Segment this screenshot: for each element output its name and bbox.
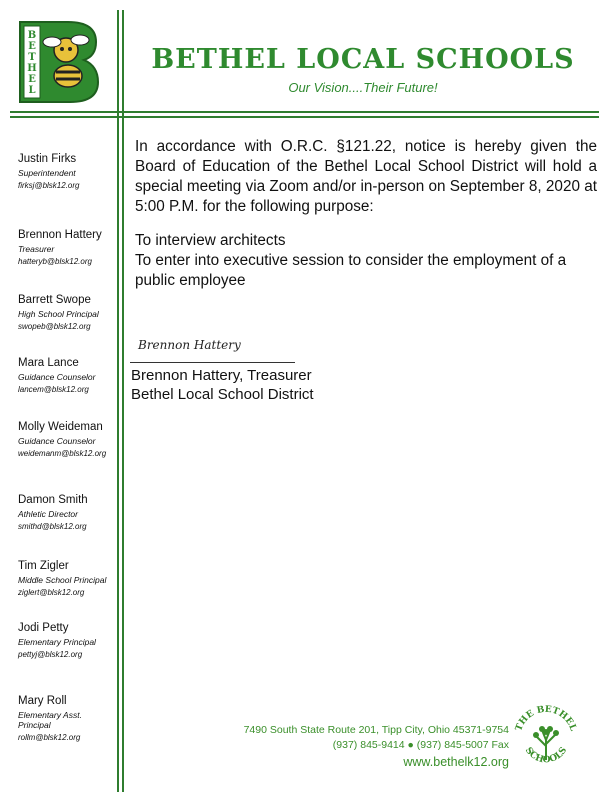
signature-line — [130, 362, 295, 363]
staff-entry-guidance-1 — [18, 357, 116, 394]
bethel-schools-seal — [512, 702, 580, 772]
staff-entry-ms-principal — [18, 560, 116, 597]
staff-title: Treasurer — [18, 244, 55, 254]
staff-email[interactable]: lancem@blsk12.org — [18, 385, 89, 394]
purpose-list — [135, 231, 597, 291]
divider-vertical-right — [122, 10, 124, 792]
staff-name: Jodi Petty — [18, 622, 69, 634]
footer-phones: (937) 845-9414 ● (937) 845-5007 Fax — [332, 739, 509, 751]
staff-title: Elementary Asst. Principal — [18, 710, 82, 730]
staff-email[interactable]: rollm@blsk12.org — [18, 733, 81, 742]
school-name: BETHEL LOCAL SCHOOLS — [151, 44, 575, 75]
purpose-item: To enter into executive session to consider the employment of a public employee — [135, 252, 567, 289]
staff-entry-hs-principal — [18, 294, 116, 331]
staff-entry-elem-principal — [18, 622, 116, 659]
divider-horizontal-top — [10, 111, 599, 113]
svg-text:THE BETHEL — [514, 705, 578, 733]
staff-entry-guidance-2 — [18, 421, 116, 458]
purpose-item: To interview architects — [135, 232, 286, 249]
staff-name: Damon Smith — [18, 494, 88, 506]
staff-title: Athletic Director — [18, 509, 78, 519]
staff-title: Guidance Counselor — [18, 372, 96, 382]
signer-name: Brennon Hattery, Treasurer — [131, 367, 312, 384]
handwritten-signature: Brennon Hattery — [138, 338, 241, 352]
staff-email[interactable]: swopeb@blsk12.org — [18, 322, 91, 331]
staff-name: Molly Weideman — [18, 421, 103, 433]
staff-email[interactable]: pettyj@blsk12.org — [18, 650, 83, 659]
staff-name: Justin Firks — [18, 153, 77, 165]
staff-email[interactable]: ziglert@blsk12.org — [18, 588, 85, 597]
school-logo — [14, 16, 102, 106]
seal-top-text: THE BETHEL — [514, 704, 578, 733]
staff-email[interactable]: firksj@blsk12.org — [18, 181, 80, 190]
staff-title: Guidance Counselor — [18, 436, 96, 446]
staff-email[interactable]: smithd@blsk12.org — [18, 522, 87, 531]
staff-entry-superintendent — [18, 153, 116, 190]
meeting-notice: In accordance with O.R.C. §121.22, notice is hereby given the Board of Education of the Bethel Local School District will hold a special meeting via Zoom and/or in-person on September 8, 2020 at 5:00 P.M. for the following purpose: — [135, 138, 597, 215]
divider-vertical-left — [117, 10, 119, 792]
staff-title: Superintendent — [18, 168, 76, 178]
logo-side-text: BETHEL — [27, 30, 37, 96]
staff-name: Mary Roll — [18, 695, 67, 707]
footer-website[interactable]: www.bethelk12.org — [403, 755, 509, 769]
staff-entry-elem-asst-principal — [18, 695, 96, 742]
staff-title: Middle School Principal — [18, 575, 107, 585]
staff-name: Tim Zigler — [18, 560, 69, 572]
signer-organization: Bethel Local School District — [131, 386, 314, 403]
staff-title: High School Principal — [18, 309, 99, 319]
staff-name: Mara Lance — [18, 357, 79, 369]
footer-contact — [244, 724, 509, 769]
staff-entry-treasurer — [18, 229, 116, 266]
staff-email[interactable]: weidemanm@blsk12.org — [18, 449, 107, 458]
staff-name: Brennon Hattery — [18, 229, 102, 241]
staff-email[interactable]: hatteryb@blsk12.org — [18, 257, 92, 266]
seal-bottom-text: SCHOOLS — [522, 745, 570, 766]
staff-entry-athletic-director — [18, 494, 116, 531]
footer-address: 7490 South State Route 201, Tipp City, Ohio 45371-9754 — [243, 724, 509, 736]
staff-title: Elementary Principal — [18, 637, 96, 647]
divider-horizontal-bottom — [10, 116, 599, 118]
staff-name: Barrett Swope — [18, 294, 91, 306]
tagline: Our Vision....Their Future! — [288, 80, 438, 95]
